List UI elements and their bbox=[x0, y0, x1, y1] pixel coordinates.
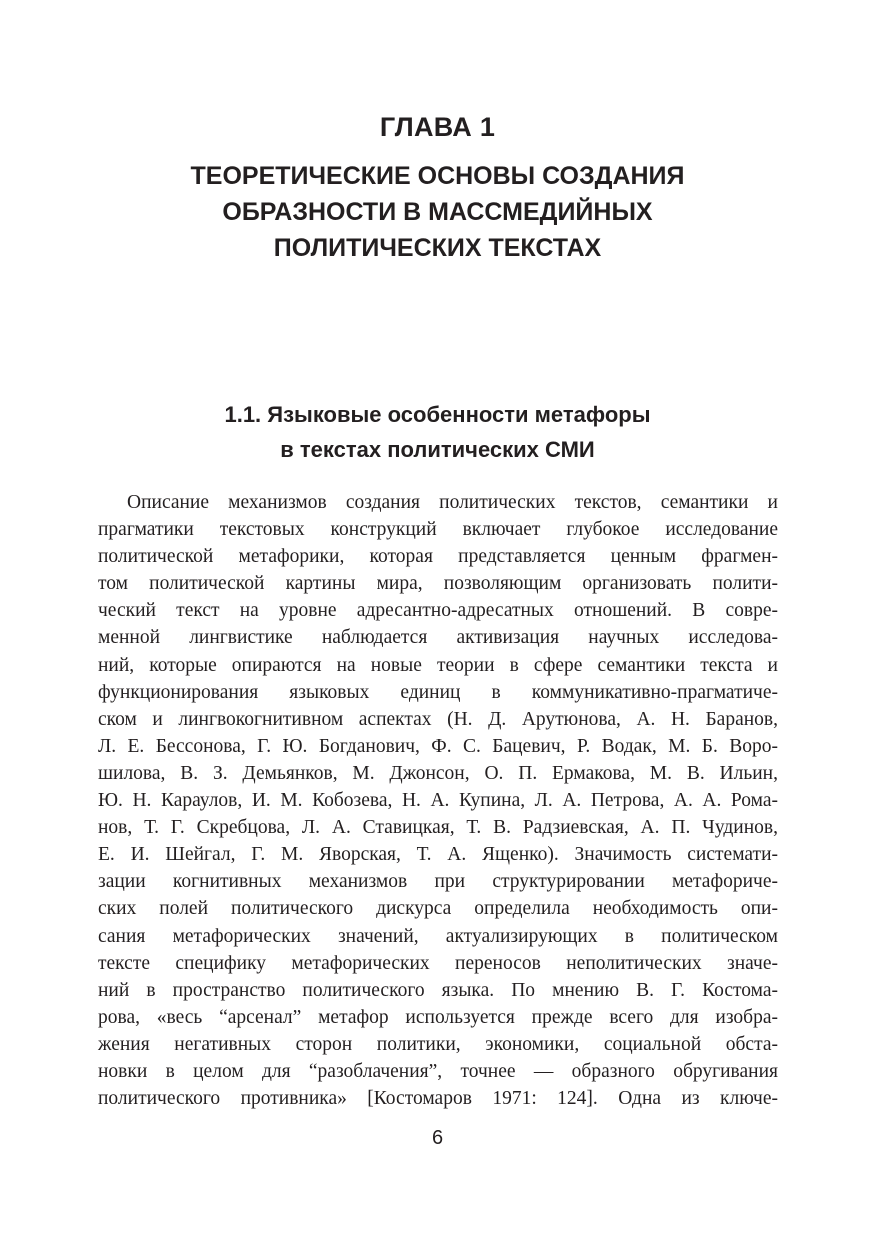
text-line: политического противника» [Костомаров 1971: 124]. Одна из ключе- bbox=[98, 1088, 778, 1110]
text-line: Ю. Н. Караулов, И. М. Кобозева, Н. А. Купина, Л. А. Петрова, А. А. Рома- bbox=[98, 790, 778, 812]
text-line: прагматики текстовых конструкций включает глубокое исследование bbox=[98, 519, 778, 541]
text-line: ских полей политического дискурса определила необходимость опи- bbox=[98, 898, 778, 920]
text-line: Е. И. Шейгал, Г. М. Яворская, Т. А. Ященко). Значимость системати- bbox=[98, 844, 778, 866]
body-paragraph bbox=[98, 489, 778, 1112]
chapter-number: ГЛАВА 1 bbox=[379, 112, 496, 142]
chapter-title-line: ОБРАЗНОСТИ В МАССМЕДИЙНЫХ bbox=[222, 198, 653, 226]
section-title-line: в текстах политических СМИ bbox=[280, 437, 595, 462]
text-line: сания метафорических значений, актуализирующих в политическом bbox=[98, 925, 778, 947]
text-line: новки в целом для “разоблачения”, точнее — образного обругивания bbox=[98, 1060, 778, 1082]
text-line: ском и лингвокогнитивном аспектах (Н. Д. Арутюнова, А. Н. Баранов, bbox=[98, 708, 778, 730]
text-line: нов, Т. Г. Скребцова, Л. А. Ставицкая, Т. В. Радзиевская, А. П. Чудинов, bbox=[98, 817, 778, 839]
text-line: Л. Е. Бессонова, Г. Ю. Богданович, Ф. С. Бацевич, Р. Водак, М. Б. Воро- bbox=[98, 735, 778, 757]
chapter-title-line: ТЕОРЕТИЧЕСКИЕ ОСНОВЫ СОЗДАНИЯ bbox=[190, 162, 685, 190]
text-line: тексте специфику метафорических переносов неполитических значе- bbox=[98, 952, 778, 974]
text-line: том политической картины мира, позволяющим организовать полити- bbox=[98, 573, 778, 595]
text-line: жения негативных сторон политики, экономики, социальной обста- bbox=[98, 1033, 778, 1055]
text-line: менной лингвистике наблюдается активизация научных исследова- bbox=[98, 627, 778, 649]
text-line: Описание механизмов создания политических текстов, семантики и bbox=[127, 492, 778, 513]
text-line: функционирования языковых единиц в коммуникативно-прагматиче- bbox=[98, 681, 778, 703]
text-line: политической метафорики, которая представляется ценным фрагмен- bbox=[98, 546, 778, 568]
page-number: 6 bbox=[431, 1127, 444, 1149]
text-line: шилова, В. З. Демьянков, М. Джонсон, О. П. Ермакова, М. В. Ильин, bbox=[98, 762, 778, 784]
chapter-title bbox=[0, 158, 875, 266]
text-line: ний в пространство политического языка. По мнению В. Г. Костома- bbox=[98, 979, 778, 1001]
text-line: ний, которые опираются на новые теории в сфере семантики текста и bbox=[98, 654, 778, 676]
text-line: зации когнитивных механизмов при структурировании метафориче- bbox=[98, 871, 778, 893]
text-line: рова, «весь “арсенал” метафор используется прежде всего для изобра- bbox=[98, 1006, 778, 1028]
text-line: ческий текст на уровне адресантно-адресатных отношений. В совре- bbox=[98, 600, 778, 622]
chapter-title-line: ПОЛИТИЧЕСКИХ ТЕКСТАХ bbox=[273, 234, 602, 262]
section-title bbox=[0, 397, 875, 467]
section-title-line: 1.1. Языковые особенности метафоры bbox=[224, 402, 651, 427]
